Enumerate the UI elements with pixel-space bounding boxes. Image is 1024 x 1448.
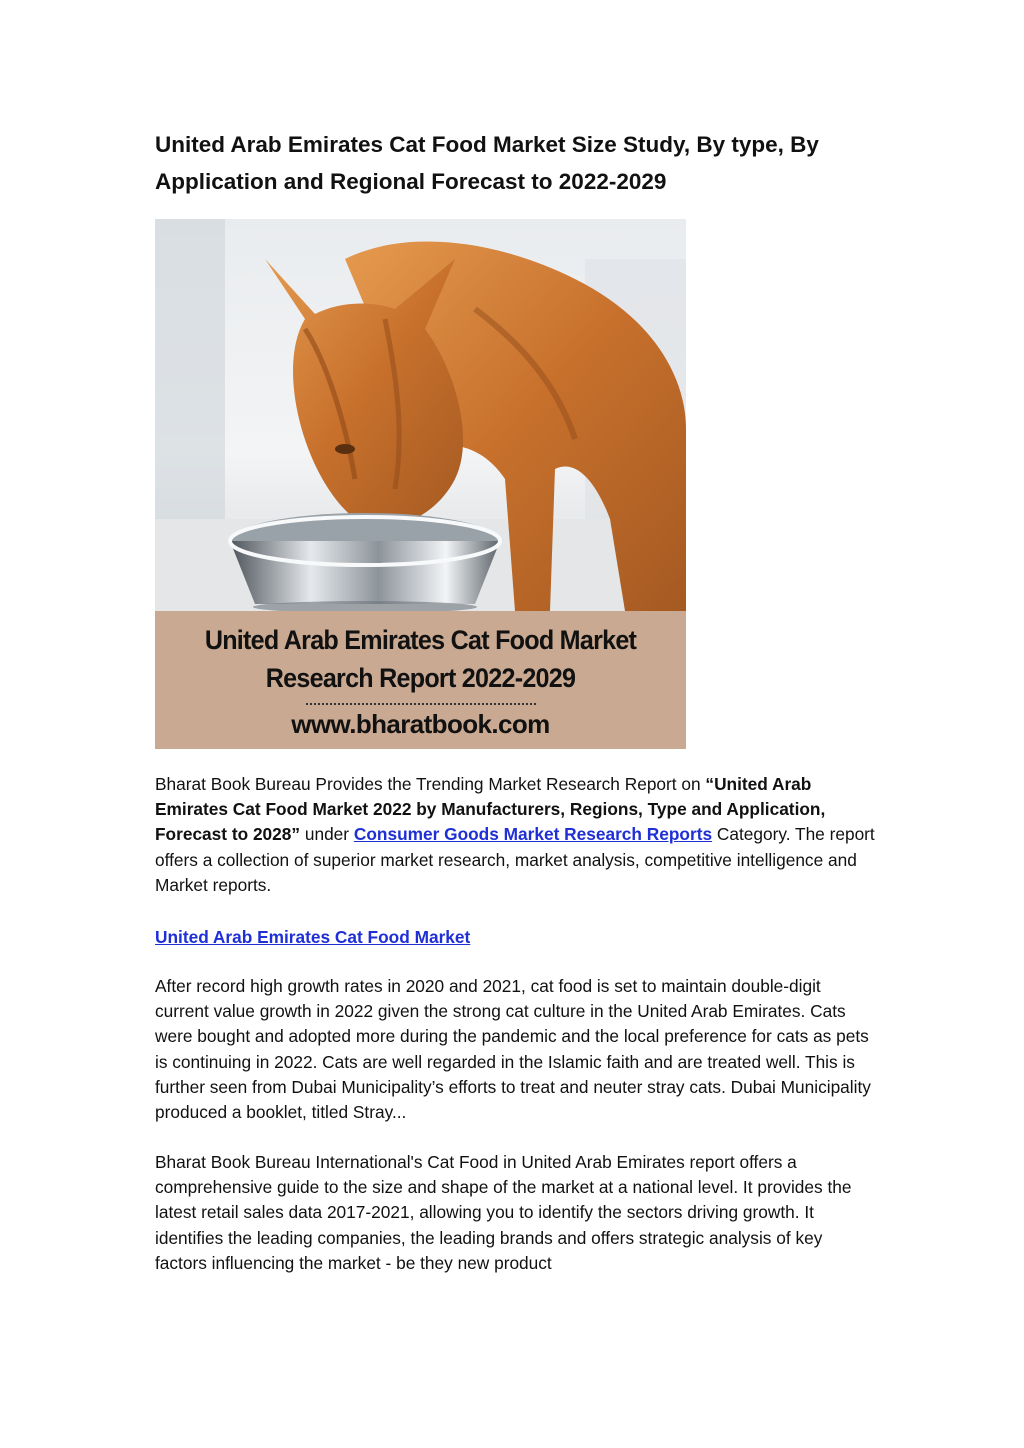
intro-under: under <box>300 824 354 845</box>
report-cover-image <box>155 219 686 749</box>
growth-paragraph: After record high growth rates in 2020 and 2021, cat food is set to maintain double-digit current value growth in 2022 given the strong cat culture in the United Arab Emirates. Cats were bought and adopted more during the pandemic and the local preference for cats as pets is continuing in 2022. Cats are well regarded in the Islamic faith and are treated well. This is further seen from Dubai Municipality’s efforts to treat and neuter stray cats. Dubai Municipality produced a booklet, titled Stray... <box>155 976 871 1123</box>
report-overview-paragraph: Bharat Book Bureau International's Cat Food in United Arab Emirates report offers a comprehensive guide to the size and shape of the market at a national level. It provides the latest retail sales data 2017-2021, allowing you to identify the sectors driving growth. It identifies the leading companies, the leading brands and offers strategic analysis of key factors influencing the market - be they new product <box>155 1152 852 1273</box>
report-banner <box>155 611 686 749</box>
consumer-goods-link[interactable]: Consumer Goods Market Research Reports <box>353 824 713 845</box>
document-title: United Arab Emirates Cat Food Market Size Study, By type, By Application and Regional Forecast to 2022-2029 <box>155 132 819 194</box>
market-link[interactable]: United Arab Emirates Cat Food Market <box>155 927 471 947</box>
intro-paragraph <box>155 772 875 898</box>
intro-suffix: Category. The report offers a collection of superior market research, market analysis, competitive intelligence and Market reports. <box>155 824 875 895</box>
intro-report-title: “United Arab Emirates Cat Food Market 2022 by Manufacturers, Regions, Type and Application, Forecast to 2028” <box>155 774 826 845</box>
intro-prefix: Bharat Book Bureau Provides the Trending Market Research Report on <box>155 774 706 794</box>
banner-url: www.bharatbook.com <box>291 709 550 739</box>
cat-eating-photo <box>155 219 686 611</box>
banner-divider <box>306 703 536 705</box>
banner-title: United Arab Emirates Cat Food Market Research Report 2022-2029 <box>204 625 637 693</box>
